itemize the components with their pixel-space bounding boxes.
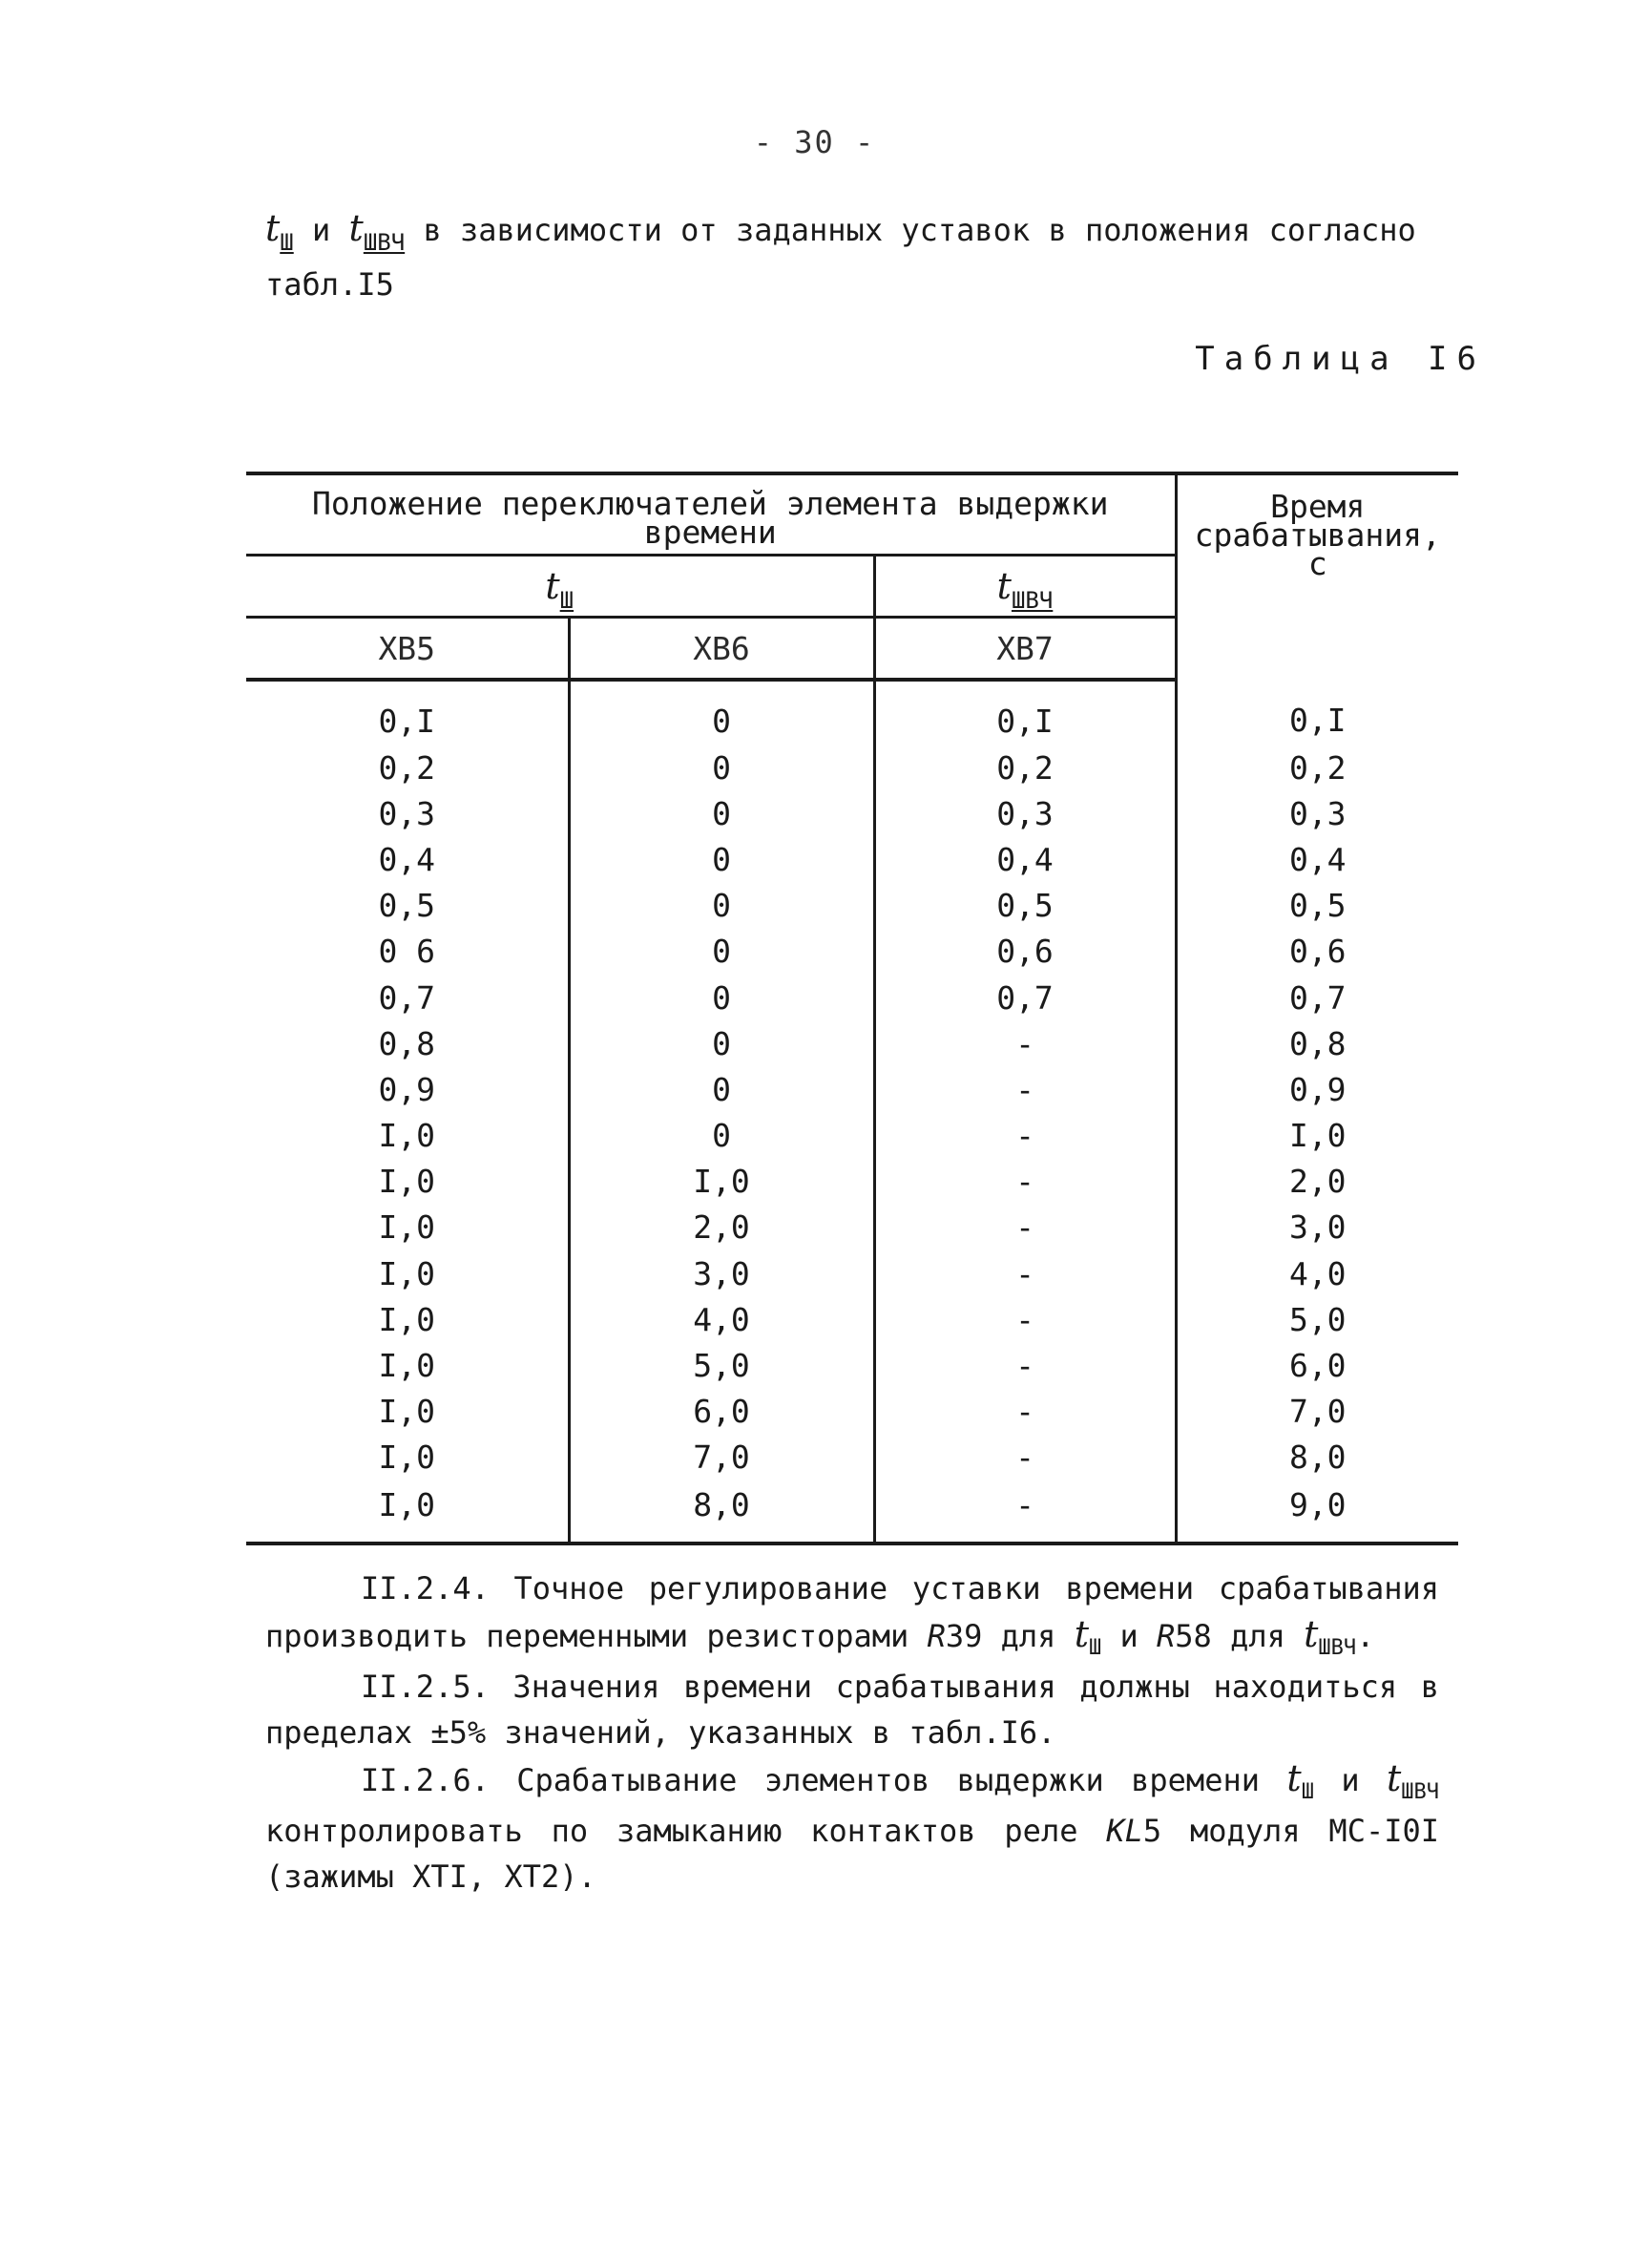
cell-xb5: I,0 — [378, 1300, 436, 1338]
cell-xb5: I,0 — [378, 1438, 436, 1477]
cell-xb7: - — [874, 1020, 1176, 1066]
t-shvch-symbol: t — [348, 207, 364, 249]
cell-xb6: 2,0 — [569, 1205, 874, 1250]
cell-xb7: 0,I — [874, 680, 1176, 745]
cell-time: 0,8 — [1176, 1020, 1458, 1066]
cell-xb5: I,0 — [378, 1485, 436, 1523]
cell-time: 6,0 — [1176, 1342, 1458, 1388]
p24-t-sh-subscript: Ш — [1088, 1636, 1102, 1660]
paragraph-2-4-text-d: 58 для — [1175, 1618, 1285, 1654]
cell-xb7: 0,5 — [874, 883, 1176, 929]
table-row — [246, 929, 1458, 975]
cell-xb6: 0 — [569, 1020, 874, 1066]
cell-xb6: 0 — [569, 975, 874, 1020]
cell-xb5: 0,5 — [378, 887, 436, 925]
cell-time: 2,0 — [1176, 1159, 1458, 1205]
cell-xb7: 0,6 — [874, 929, 1176, 975]
p24-t-shvch-symbol: t — [1304, 1613, 1319, 1655]
cell-xb7: - — [874, 1159, 1176, 1205]
table-row — [246, 1296, 1458, 1342]
table-row — [246, 1020, 1458, 1066]
column-header-xb7: ХВ7 — [874, 618, 1176, 681]
cell-xb6: 0 — [569, 1113, 874, 1159]
paragraph-2-4-text-c: и — [1119, 1618, 1138, 1654]
cell-xb5: I,0 — [378, 1393, 436, 1431]
p24-t-sh-symbol: t — [1074, 1613, 1089, 1655]
t-shvch-column-group — [874, 556, 1176, 618]
cell-time: 0,6 — [1176, 929, 1458, 975]
cell-time: 0,5 — [1176, 883, 1458, 929]
resistor-r39-letter: R — [927, 1618, 946, 1654]
response-time-header: Время срабатывания, с — [1176, 473, 1458, 680]
paragraph-2-5: II.2.5. Значения времени срабатывания должны находиться в пределах ±5% значений, указанных в табл.I6. — [265, 1669, 1439, 1751]
cell-xb6: 6,0 — [569, 1389, 874, 1435]
cell-xb7: - — [874, 1296, 1176, 1342]
cell-time: 9,0 — [1176, 1480, 1458, 1544]
body-text — [265, 1565, 1439, 1900]
p26-t-shvch-subscript: ШВЧ — [1401, 1780, 1440, 1804]
cell-xb6: 0 — [569, 836, 874, 882]
table-row — [246, 1480, 1458, 1544]
cell-xb5: 0,4 — [378, 840, 436, 878]
cell-xb6: 7,0 — [569, 1435, 874, 1480]
cell-xb5: I,0 — [378, 1254, 436, 1292]
cell-xb6: 0 — [569, 1066, 874, 1112]
cell-time: 0,2 — [1176, 745, 1458, 790]
cell-xb6: 5,0 — [569, 1342, 874, 1388]
cell-xb5: I,0 — [378, 1117, 436, 1155]
t-shvch-subscript: ШВЧ — [363, 229, 406, 256]
cell-xb6: 0 — [569, 680, 874, 745]
cell-time: 7,0 — [1176, 1389, 1458, 1435]
cell-time: 0,9 — [1176, 1066, 1458, 1112]
table-body — [246, 680, 1458, 1544]
paragraph-2-6-text-a: II.2.6. Срабатывание элементов выдержки времени — [361, 1762, 1260, 1798]
paragraph-2-6-text-c: контролировать по замыканию контактов реле — [265, 1813, 1078, 1849]
cell-xb7: 0,3 — [874, 790, 1176, 836]
cell-xb5: 0,3 — [378, 794, 436, 832]
paragraph-2-4-text-b: 39 для — [945, 1618, 1056, 1654]
t-sh-header-symbol: t — [545, 565, 560, 607]
intro-conjunction: и — [312, 212, 331, 248]
cell-xb5: I,0 — [378, 1208, 436, 1247]
cell-xb6: 0 — [569, 883, 874, 929]
table-row — [246, 1113, 1458, 1159]
table-row — [246, 1250, 1458, 1296]
table-row — [246, 680, 1458, 745]
p26-t-sh-symbol: t — [1286, 1757, 1302, 1799]
switch-positions-header: Положение переключателей элемента выдержки времени — [312, 485, 1109, 551]
table-row — [246, 1435, 1458, 1480]
cell-xb7: - — [874, 1342, 1176, 1388]
table-row — [246, 790, 1458, 836]
table-row — [246, 1342, 1458, 1388]
cell-xb7: 0,2 — [874, 745, 1176, 790]
table-row — [246, 1066, 1458, 1112]
t-sh-symbol: t — [265, 207, 281, 249]
t-shvch-header-symbol: t — [996, 565, 1012, 607]
cell-time: 0,I — [1176, 680, 1458, 745]
paragraph-2-6 — [265, 1755, 1439, 1900]
paragraph-2-4 — [265, 1565, 1439, 1664]
cell-xb6: 0 — [569, 929, 874, 975]
cell-xb5: 0 6 — [378, 933, 436, 971]
cell-xb5: I,0 — [378, 1163, 436, 1201]
paragraph-2-4-end: . — [1356, 1618, 1375, 1654]
p26-t-sh-subscript: Ш — [1301, 1780, 1314, 1804]
table-row — [246, 975, 1458, 1020]
cell-xb6: 4,0 — [569, 1296, 874, 1342]
cell-xb6: I,0 — [569, 1159, 874, 1205]
table-row — [246, 883, 1458, 929]
cell-xb5: 0,I — [378, 702, 436, 740]
table-row — [246, 836, 1458, 882]
cell-xb7: - — [874, 1205, 1176, 1250]
cell-xb6: 8,0 — [569, 1480, 874, 1544]
p24-t-shvch-subscript: ШВЧ — [1318, 1636, 1357, 1660]
cell-time: 0,3 — [1176, 790, 1458, 836]
cell-xb7: - — [874, 1250, 1176, 1296]
cell-xb5: 0,7 — [378, 978, 436, 1017]
resistor-r58-letter: R — [1157, 1618, 1176, 1654]
cell-xb7: - — [874, 1435, 1176, 1480]
t-sh-subscript: Ш — [280, 229, 294, 256]
table-caption: Таблица I6 — [1195, 340, 1486, 378]
cell-xb5: 0,9 — [378, 1070, 436, 1108]
cell-xb7: 0,7 — [874, 975, 1176, 1020]
cell-time: 3,0 — [1176, 1205, 1458, 1250]
paragraph-2-6-text-b: и — [1341, 1762, 1360, 1798]
table-row — [246, 1159, 1458, 1205]
t-shvch-header-subscript: ШВЧ — [1011, 587, 1054, 614]
intro-text: в зависимости от заданных уставок в положения согласно табл.I5 — [265, 212, 1416, 303]
cell-time: 0,4 — [1176, 836, 1458, 882]
table-row — [246, 745, 1458, 790]
cell-xb7: - — [874, 1113, 1176, 1159]
relay-kl-letters: KL — [1106, 1813, 1143, 1849]
page-number: - 30 - — [753, 124, 876, 160]
cell-xb5: 0,2 — [378, 748, 436, 787]
cell-xb6: 0 — [569, 790, 874, 836]
cell-xb7: - — [874, 1066, 1176, 1112]
cell-xb7: 0,4 — [874, 836, 1176, 882]
column-header-xb5: ХВ5 — [246, 618, 569, 681]
table-row — [246, 1205, 1458, 1250]
table-row — [246, 1389, 1458, 1435]
intro-paragraph — [265, 202, 1487, 310]
cell-xb7: - — [874, 1480, 1176, 1544]
cell-xb6: 0 — [569, 745, 874, 790]
t-sh-header-subscript: Ш — [559, 587, 574, 614]
paragraph-2-6-text-d: 5 модуля МС-I0I (зажимы ХТI, ХТ2). — [265, 1813, 1440, 1895]
cell-time: 5,0 — [1176, 1296, 1458, 1342]
cell-time: 4,0 — [1176, 1250, 1458, 1296]
column-header-xb6: ХВ6 — [569, 618, 874, 681]
cell-xb5: 0,8 — [378, 1024, 436, 1062]
paragraph-2-4-text-a: II.2.4. Точное регулирование уставки времени срабатывания производить переменными резисторами — [265, 1570, 1439, 1654]
p26-t-shvch-symbol: t — [1387, 1757, 1402, 1799]
cell-time: 0,7 — [1176, 975, 1458, 1020]
cell-xb7: - — [874, 1389, 1176, 1435]
settings-table — [246, 472, 1458, 1545]
cell-xb6: 3,0 — [569, 1250, 874, 1296]
cell-time: I,0 — [1176, 1113, 1458, 1159]
cell-xb5: I,0 — [378, 1347, 436, 1385]
cell-time: 8,0 — [1176, 1435, 1458, 1480]
t-sh-column-group — [246, 556, 874, 618]
